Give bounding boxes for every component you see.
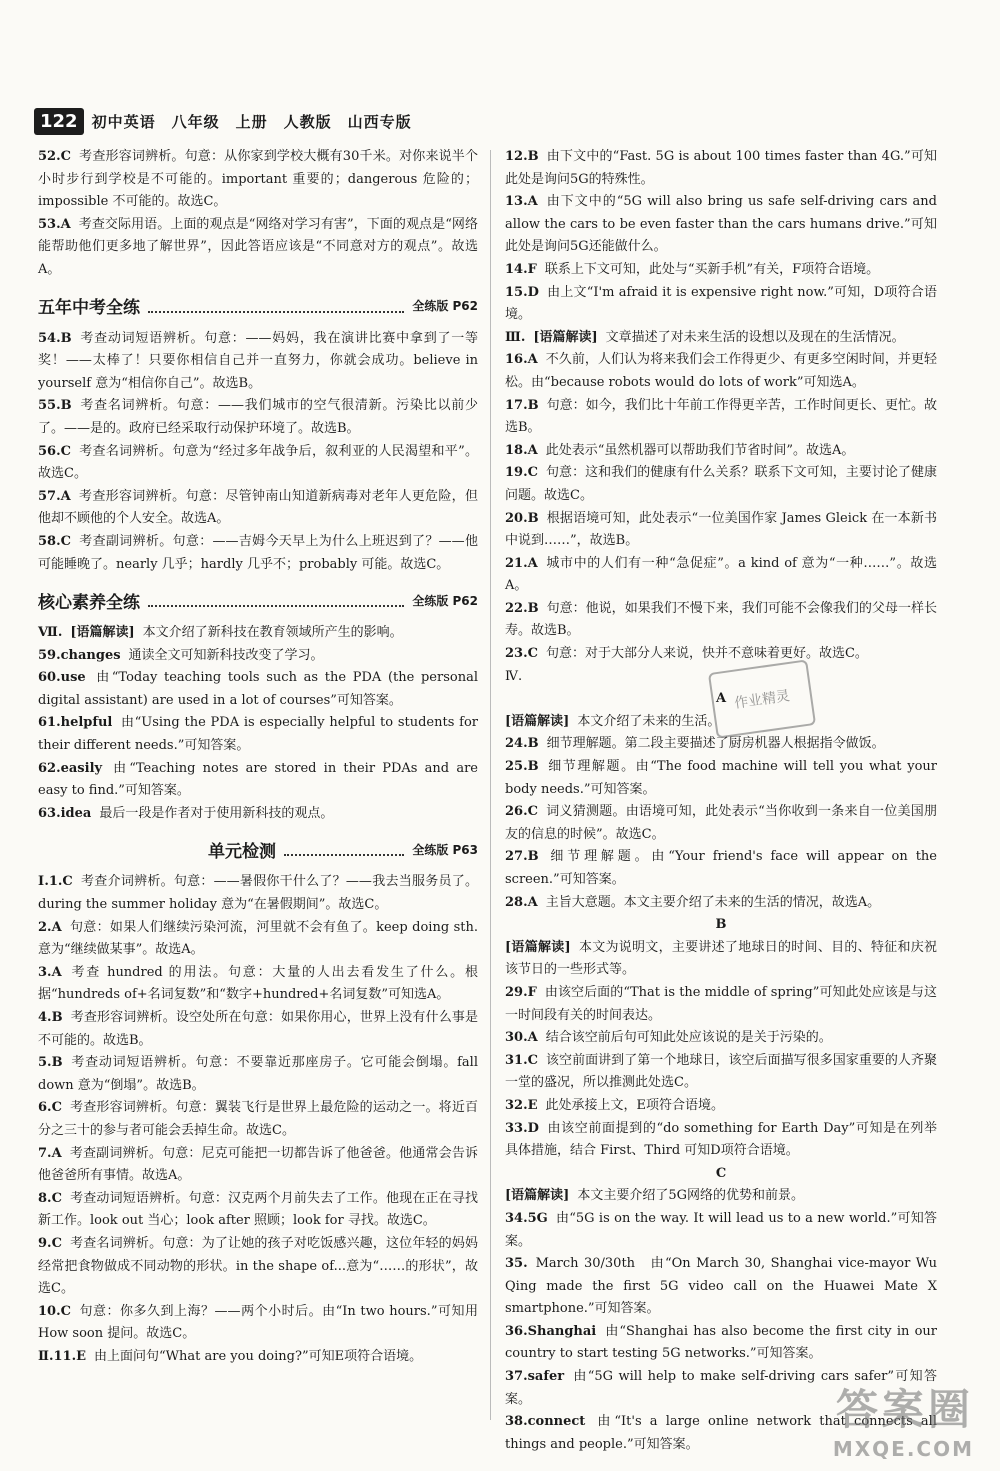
answer-explanation: 细节理解题。由“Your friend's face will appear on the screen.”可知答案。: [505, 849, 937, 887]
answer-number: 8.C: [38, 1190, 62, 1206]
answer-number: 6.C: [38, 1100, 62, 1116]
page-header: [34, 104, 412, 138]
answer-number: 34.5G: [505, 1210, 548, 1226]
answer-item: [505, 1321, 937, 1366]
answer-item: [505, 282, 937, 327]
answer-number: Ⅲ.: [505, 329, 526, 345]
answer-number: Ⅶ.: [38, 625, 63, 641]
answer-item: [505, 756, 937, 801]
answer-item: [38, 871, 478, 916]
answer-number: 15.D: [505, 284, 539, 300]
answer-number: 14.F: [505, 261, 537, 277]
answer-number: 61.helpful: [38, 715, 113, 731]
answer-number: 12.B: [505, 149, 539, 164]
answer-item: [38, 1188, 478, 1233]
answer-item: [505, 440, 937, 463]
answer-explanation: 结合该空前后句可知此处应该说的是关于污染的。: [545, 1030, 832, 1046]
answer-number: 13.A: [505, 194, 538, 210]
answer-item: [505, 462, 937, 507]
answer-explanation: 文章描述了对未来生活的设想以及现在的生活情况。: [605, 329, 905, 345]
answer-item: [505, 259, 937, 282]
answer-item: [38, 712, 478, 757]
answer-explanation: 考查介词辨析。句意：——暑假你干什么了？——我去当服务员了。during the summer holiday 意为“在暑假期间”。故选C。: [38, 874, 478, 913]
answer-item: [38, 146, 478, 214]
section-heading: [38, 586, 478, 614]
answer-explanation: 通读全文可知新科技改变了学习。: [128, 647, 324, 663]
answer-explanation: 句意：他说，如果我们不慢下来，我们可能不会像我们的父母一样长寿。故选B。: [505, 600, 937, 639]
answer-explanation: 由上面问句“What are you doing?”可知E项符合语境。: [94, 1348, 423, 1364]
answer-explanation: 城市中的人们有一种“急促症”。a kind of 意为“一种……”。故选A。: [505, 555, 937, 594]
answer-number: 54.B: [38, 330, 72, 346]
answer-number: 18.A: [505, 442, 538, 458]
answer-explanation: 由“Shanghai has also become the first city in our country to start testing 5G networks.”可知答案。: [505, 1323, 937, 1362]
answer-number: 60.use: [38, 670, 86, 686]
answer-explanation: 考查副词辨析。句意：——吉姆今天早上为什么上班迟到了？——他可能睡晚了。nearly 几乎；hardly 几乎不；probably 可能。故选C。: [38, 533, 478, 572]
answer-number: 57.A: [38, 488, 71, 504]
dotted-leader: [148, 311, 404, 313]
answer-explanation: 由“Teaching notes are stored in their PDAs and are easy to find.”可知答案。: [38, 760, 478, 799]
answer-explanation: 考查形容词辨析。句意：尽管钟南山知道新病毒对老年人更危险，但他却不顾他的个人安全。故选A。: [38, 488, 478, 527]
answer-explanation: 由“5G will help to make self-driving cars safer”可知答案。: [505, 1369, 937, 1407]
answer-explanation: 考查动词短语辨析。句意：——妈妈，我在演讲比赛中拿到了一等奖！——太棒了！只要你相信自己并一直努力，你就会成功。believe in yourself 意为“相信你自己”。故选B。: [38, 330, 478, 391]
answer-number: 37.safer: [505, 1369, 565, 1385]
answer-item: [505, 598, 937, 643]
answer-number: 31.C: [505, 1052, 538, 1068]
right-column: [505, 146, 937, 1456]
section-heading: [38, 835, 478, 863]
answer-item: [505, 1208, 937, 1253]
answer-explanation: 句意：你多久到上海？——两个小时后。由“In two hours.”可知用 How soon 提问。故选C。: [38, 1303, 478, 1342]
answer-number: 32.E: [505, 1097, 538, 1113]
answer-number: 7.A: [38, 1145, 62, 1161]
answer-explanation: 考查名词辨析。句意：为了让她的孩子对吃饭感兴趣，这位年轻的妈妈经常把食物做成不同动物的形状。in the shape of...意为“……的形状”，故选C。: [38, 1235, 478, 1297]
answer-explanation: 考查形容词辨析。设空处所在句意：如果你用心，世界上没有什么事是不可能的。故选B。: [38, 1010, 478, 1048]
corner-watermark: [833, 1377, 974, 1461]
section-page-ref: 全练版 P63: [412, 842, 478, 857]
section-page-ref: 全练版 P62: [412, 593, 478, 608]
answer-item: [505, 395, 937, 440]
answer-item: [38, 1143, 478, 1188]
answer-number: 23.C: [505, 646, 538, 662]
answer-item: [505, 846, 937, 891]
answer-number: 63.idea: [38, 805, 92, 821]
answer-explanation: 考查动词短语辨析。句意：不要靠近那座房子。它可能会倒塌。fall down 意为“倒塌”。故选B。: [38, 1055, 478, 1093]
answer-explanation: 不久前，人们认为将来我们会工作得更少、有更多空闲时间，并更轻松。由“because robots would do lots of work”可知选A。: [505, 352, 937, 390]
dotted-leader: [284, 854, 404, 856]
answer-item: [505, 892, 937, 915]
answer-explanation: 最后一段是作者对于使用新科技的观点。: [99, 805, 334, 821]
answer-explanation: 由“5G is on the way. It will lead us to a new world.”可知答案。: [505, 1210, 937, 1249]
answer-item: [505, 643, 937, 666]
column-divider: [490, 150, 491, 1420]
stamp-watermark: 作业精灵: [708, 659, 816, 738]
answer-number: 28.A: [505, 894, 538, 910]
answer-explanation: 词义猜测题。由语境可知，此处表示“当你收到一条来自一位美国朋友的信息的时候”。故选C。: [505, 804, 937, 842]
answer-number: 5.B: [38, 1055, 63, 1071]
answer-number: 16.A: [505, 352, 538, 368]
passage-analysis-tag: [语篇解读]: [505, 713, 570, 729]
answer-item: [38, 758, 478, 803]
left-column: [38, 146, 478, 1369]
answer-explanation: 由“Today teaching tools such as the PDA (the personal digital assistant) are used in a lot of courses”可知答案。: [38, 670, 478, 708]
book-title: 初中英语 八年级 上册 人教版 山西专版: [91, 112, 412, 131]
answer-item: [38, 1097, 478, 1142]
answer-item: [505, 146, 937, 191]
answer-item: [38, 328, 478, 396]
answer-item: [38, 441, 478, 486]
answer-number: 30.A: [505, 1030, 538, 1046]
answer-item: [505, 982, 937, 1027]
answer-explanation: 考查名词辨析。句意：——我们城市的空气很清新。污染比以前少了。——是的。政府已经采取行动保护环境了。故选B。: [38, 398, 478, 436]
answer-number: 10.C: [38, 1303, 71, 1319]
answer-number: Ⅰ.1.C: [38, 874, 73, 890]
answer-item: [38, 214, 478, 282]
part-number: Ⅳ.: [505, 668, 523, 684]
answer-explanation: 主旨大意题。本文主要介绍了未来的生活的情况，故选A。: [545, 894, 881, 910]
answer-item: [38, 962, 478, 1007]
answer-number: 3.A: [38, 964, 62, 980]
answer-explanation: 考查形容词辨析。句意：翼装飞行是世界上最危险的运动之一。将近百分之三十的参与者可能会丢掉生命。故选C。: [38, 1100, 478, 1138]
answer-number: 19.C: [505, 465, 538, 481]
answer-item: [38, 667, 478, 712]
answer-number: Ⅱ.11.E: [38, 1348, 87, 1364]
answer-number: 35.: [505, 1256, 528, 1272]
answer-number: 53.A: [38, 216, 71, 232]
answer-number: 17.B: [505, 397, 539, 413]
answer-item: [505, 553, 937, 598]
answer-item: [38, 1233, 478, 1301]
answer-explanation: 由下文中的“5G will also bring us safe self-driving cars and allow the cars to be even faster than the cars humans drive.”可知此处是询问5G还能做什么。: [505, 194, 937, 255]
answer-number: 2.A: [38, 919, 62, 935]
answer-explanation: 细节理解题。由“The food machine will tell you what your body needs.”可知答案。: [505, 759, 937, 797]
answer-explanation: 该空前面讲到了第一个地球日，该空后面描写很多国家重要的人齐聚一堂的盛况，所以推测此处选C。: [505, 1052, 937, 1091]
answer-number: 20.B: [505, 510, 539, 526]
dotted-leader: [148, 605, 404, 607]
answer-item: [38, 1301, 478, 1346]
answer-explanation: 由下文中的“Fast. 5G is about 100 times faster than 4G.”可知此处是询问5G的特殊性。: [505, 149, 937, 187]
answer-item: [38, 622, 478, 645]
answer-item: [505, 1118, 937, 1163]
answer-number: 36.Shanghai: [505, 1323, 597, 1339]
answer-item: [38, 486, 478, 531]
answer-number: 4.B: [38, 1010, 63, 1025]
answer-explanation: 由该空后面的“That is the middle of spring”可知此处应该是与这一时间段有关的时间表达。: [505, 984, 937, 1023]
passage-letter: B: [715, 917, 727, 933]
passage-analysis-tag: [语篇解读]: [505, 939, 571, 955]
answer-item: [505, 801, 937, 846]
answer-number: 22.B: [505, 600, 539, 616]
answer-number: 24.B: [505, 736, 539, 752]
answer-explanation: 细节理解题。第二段主要描述了厨房机器人根据指令做饭。: [546, 736, 885, 752]
answer-item: [505, 1185, 937, 1208]
answer-number: 62.easily: [38, 760, 103, 776]
answer-item: [505, 1027, 937, 1050]
answer-explanation: 本文主要介绍了5G网络的优势和前景。: [577, 1188, 804, 1204]
answer-number: 26.C: [505, 804, 538, 820]
answer-explanation: 由上文“I'm afraid it is expensive right now.”可知，D项符合语境。: [505, 284, 937, 323]
answer-number: 21.A: [505, 555, 538, 571]
answer-explanation: 根据语境可知，此处表示“一位美国作家 James Gleick 在一本新书中说到……”，故选B。: [505, 510, 937, 549]
answer-explanation: 句意：这和我们的健康有什么关系？联系下文可知，主要讨论了健康问题。故选C。: [505, 465, 937, 503]
answer-number: 55.B: [38, 398, 72, 414]
answer-explanation: 本文介绍了未来的生活。: [577, 713, 721, 729]
passage-analysis-tag: [语篇解读]: [70, 625, 135, 641]
answer-number: 29.F: [505, 984, 537, 1000]
answer-explanation: March 30/30th 由“On March 30, Shanghai vice-mayor Wu Qing made the first 5G video call on the Huawei Mate X smartphone.”可知答案。: [505, 1256, 937, 1317]
answer-number: 25.B: [505, 759, 539, 775]
section-title: 五年中考全练: [38, 297, 140, 318]
passage-analysis-tag: [语篇解读]: [533, 329, 598, 345]
answer-number: 27.B: [505, 849, 539, 865]
section-title: 核心素养全练: [38, 592, 140, 613]
answer-item: [505, 327, 937, 350]
answer-explanation: 由“It's a large online network that connects all things and people.”可知答案。: [505, 1414, 937, 1452]
answer-explanation: 考查副词辨析。句意：尼克可能把一切都告诉了他爸爸。他通常会告诉他爸爸所有事情。故选A。: [38, 1145, 478, 1184]
answer-explanation: 考查形容词辨析。句意：从你家到学校大概有30千米。对你来说半个小时步行到学校是不可能的。important 重要的；dangerous 危险的；impossible 不可能的。故选C。: [38, 149, 478, 210]
section-page-ref: 全练版 P62: [412, 298, 478, 313]
page-number: 122: [34, 108, 84, 135]
passage-analysis-tag: [语篇解读]: [505, 1188, 570, 1204]
answer-item: [505, 1050, 937, 1095]
answer-explanation: 句意：如今，我们比十年前工作得更辛苦，工作时间更长、更忙。故选B。: [505, 397, 937, 436]
answer-number: 56.C: [38, 443, 71, 459]
answer-number: 52.C: [38, 149, 71, 164]
answer-explanation: 此处承接上文，E项符合语境。: [545, 1097, 725, 1113]
answer-number: 58.C: [38, 533, 71, 549]
answer-item: [505, 191, 937, 259]
corner-watermark-url: MXQE.COM: [832, 1437, 974, 1461]
answer-explanation: 本文为说明文，主要讲述了地球日的时间、目的、特征和庆祝该节日的一些形式等。: [505, 939, 937, 978]
answer-item: [38, 395, 478, 440]
answer-item: [505, 1095, 937, 1118]
answer-number: 38.connect: [505, 1414, 586, 1430]
answer-explanation: 考查 hundred 的用法。句意：大量的人出去看发生了什么。根据“hundreds of+名词复数”和“数字+hundred+名词复数”可知选A。: [38, 964, 478, 1003]
section-heading: [38, 292, 478, 320]
answer-explanation: 考查动词短语辨析。句意：汉克两个月前失去了工作。他现在正在寻找新工作。look out 当心；look after 照顾；look for 寻找。故选C。: [38, 1190, 478, 1229]
answer-item: [38, 1346, 478, 1369]
answer-item: [505, 508, 937, 553]
answer-item: [38, 1007, 478, 1052]
answer-item: [505, 1253, 937, 1321]
section-title: 单元检测: [208, 841, 276, 862]
answer-item: [505, 349, 937, 394]
answer-item: [38, 531, 478, 576]
answer-number: 9.C: [38, 1235, 62, 1251]
answer-explanation: 联系上下文可知，此处与“买新手机”有关，F项符合语境。: [544, 261, 880, 277]
answer-item: [38, 803, 478, 826]
answer-explanation: 考查交际用语。上面的观点是“网络对学习有害”，下面的观点是“网络能帮助他们更多地了解世界”，因此答语应该是“不同意对方的观点”。故选A。: [38, 216, 478, 277]
answer-item: [38, 1052, 478, 1097]
passage-letter: A: [715, 691, 727, 707]
answer-explanation: 由“Using the PDA is especially helpful to students for their different needs.”可知答案。: [38, 715, 478, 754]
answer-explanation: 考查名词辨析。句意为“经过多年战争后，叙利亚的人民渴望和平”。故选C。: [38, 443, 478, 482]
answer-explanation: 此处表示“虽然机器可以帮助我们节省时间”。故选A。: [545, 442, 855, 458]
answer-explanation: 句意：对于大部分人来说，快并不意味着更好。故选C。: [545, 646, 868, 662]
answer-number: 33.D: [505, 1120, 539, 1136]
answer-item: [38, 645, 478, 668]
passage-letter: C: [715, 1165, 727, 1181]
answer-explanation: 句意：如果人们继续污染河流，河里就不会有鱼了。keep doing sth.意为“继续做某事”。故选A。: [38, 919, 478, 958]
answer-number: 59.changes: [38, 647, 121, 663]
answer-explanation: 本文介绍了新科技在教育领域所产生的影响。: [142, 625, 403, 641]
corner-watermark-text: 答案圈: [835, 1385, 974, 1434]
answer-item: [38, 917, 478, 962]
answer-explanation: 由该空前面提到的“do something for Earth Day”可知是在列举具体措施，结合 First、Third 可知D项符合语境。: [505, 1120, 937, 1159]
answer-item: [505, 937, 937, 982]
